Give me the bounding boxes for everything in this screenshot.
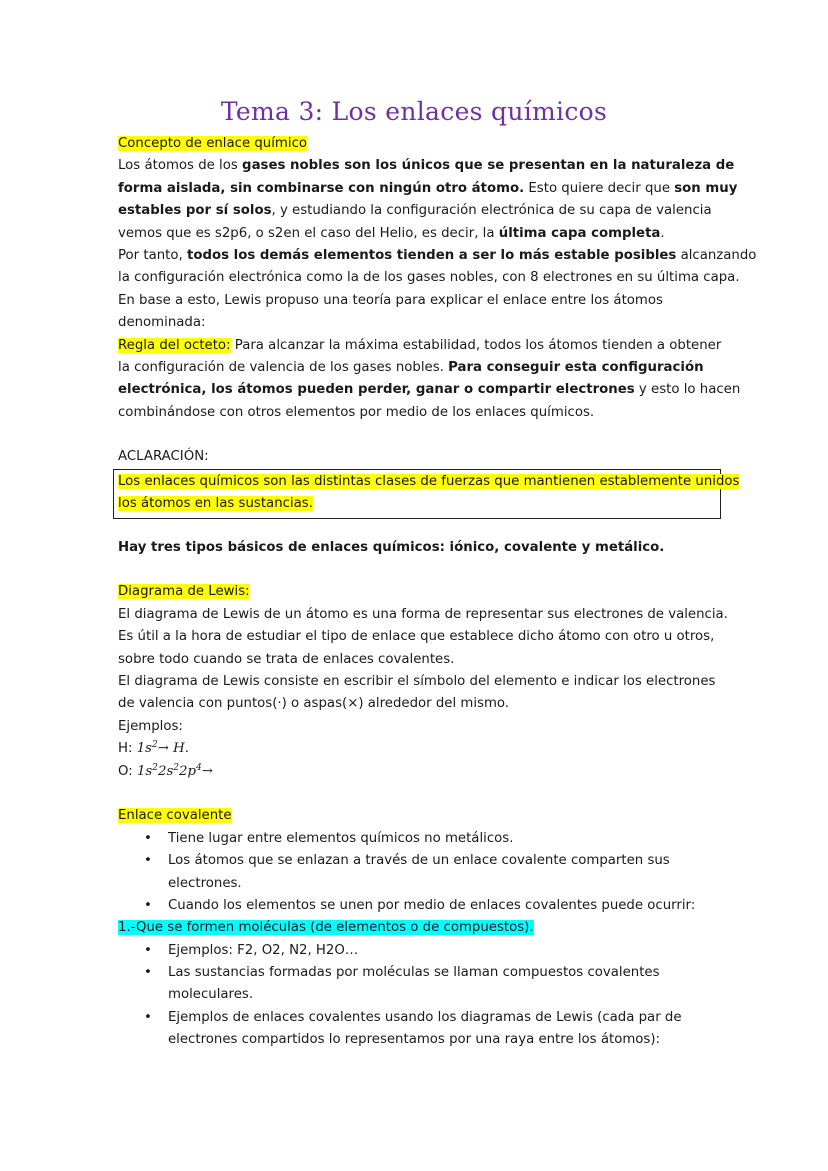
paragraph-line: En base a esto, Lewis propuso una teoría para explicar el enlace entre los átomos [118, 292, 663, 308]
covalente-list [118, 828, 718, 918]
paragraph-line: la configuración electrónica como la de los gases nobles, con 8 electrones en su última capa. [118, 270, 740, 286]
paragraph-line: combinándose con otros elementos por medio de los enlaces químicos. [118, 404, 595, 420]
section-heading-covalente: Enlace covalente [118, 808, 232, 824]
page-title: Tema 3: Los enlaces químicos [220, 97, 608, 126]
aclaracion-text: Los enlaces químicos son las distintas clases de fuerzas que mantienen establemente unidos [118, 473, 740, 489]
bullet-icon: • [144, 830, 152, 846]
document-body [118, 133, 757, 1052]
tipos-enlaces: Hay tres tipos básicos de enlaces químicos: iónico, covalente y metálico. [118, 539, 665, 555]
paragraph-line: El diagrama de Lewis consiste en escribir el símbolo del elemento e indicar los electrones [118, 673, 716, 689]
list-item: • Ejemplos de enlaces covalentes usando los diagramas de Lewis (cada par de [118, 1007, 718, 1029]
lewis-example-o: O: $1s^22s^22p^4\to$ [118, 762, 213, 779]
paragraph-line: vemos que es s2p6, o s2en el caso del Helio, es decir, la última capa completa. [118, 225, 665, 241]
list-item: • Ejemplos: F2, O2, N2, H2O… [118, 940, 718, 962]
list-item-continuation: electrones. [168, 875, 242, 891]
ejemplos-label: Ejemplos: [118, 718, 183, 734]
lewis-example-h: H: $1s^2\to H$. [118, 740, 189, 757]
bullet-icon: • [144, 897, 152, 913]
paragraph-line: denominada: [118, 315, 206, 331]
list-item: • Los átomos que se enlazan a través de un enlace covalente comparten sus [118, 850, 718, 872]
list-item-continuation: electrones compartidos lo representamos por una raya entre los átomos): [168, 1032, 661, 1048]
aclaracion-text: los átomos en las sustancias. [118, 496, 313, 512]
paragraph-line: electrónica, los átomos pueden perder, ganar o compartir electrones y esto lo hacen [118, 382, 741, 398]
bullet-icon: • [144, 965, 152, 981]
paragraph-line: forma aislada, sin combinarse con ningún otro átomo. Esto quiere decir que son muy [118, 180, 738, 196]
bullet-icon: • [144, 942, 152, 958]
paragraph-line: Regla del octeto: Para alcanzar la máxima estabilidad, todos los átomos tienden a obtener [118, 337, 722, 353]
paragraph-line: Es útil a la hora de estudiar el tipo de enlace que establece dicho átomo con otro u otros, [118, 629, 715, 645]
subsection-heading-moleculas: 1.-Que se formen moléculas (de elementos o de compuestos). [118, 920, 534, 936]
section-heading-octeto: Regla del octeto: [118, 337, 231, 353]
paragraph-line: Los átomos de los gases nobles son los únicos que se presentan en la naturaleza de [118, 158, 735, 174]
paragraph-line: la configuración de valencia de los gases nobles. Para conseguir esta configuración [118, 359, 704, 375]
paragraph-line: de valencia con puntos(·) o aspas(×) alrededor del mismo. [118, 696, 510, 712]
bullet-icon: • [144, 1009, 152, 1025]
list-item-continuation: moleculares. [168, 987, 254, 1003]
aclaracion-box [113, 469, 740, 519]
section-heading-concepto: Concepto de enlace químico [118, 136, 308, 151]
aclaracion-label: ACLARACIÓN: [118, 449, 209, 465]
section-heading-lewis: Diagrama de Lewis: [118, 584, 250, 600]
bullet-icon: • [144, 853, 152, 869]
paragraph-line: El diagrama de Lewis de un átomo es una forma de representar sus electrones de valencia. [118, 606, 728, 622]
list-item: • Tiene lugar entre elementos químicos no metálicos. [118, 828, 718, 850]
paragraph-line: estables por sí solos, y estudiando la configuración electrónica de su capa de valencia [118, 203, 712, 219]
paragraph-line: Por tanto, todos los demás elementos tienden a ser lo más estable posibles alcanzando [118, 247, 757, 263]
moleculas-list [118, 940, 718, 1052]
paragraph-line: sobre todo cuando se trata de enlaces covalentes. [118, 651, 455, 667]
list-item: • Las sustancias formadas por moléculas se llaman compuestos covalentes [118, 962, 718, 984]
list-item: • Cuando los elementos se unen por medio de enlaces covalentes puede ocurrir: [118, 895, 718, 917]
